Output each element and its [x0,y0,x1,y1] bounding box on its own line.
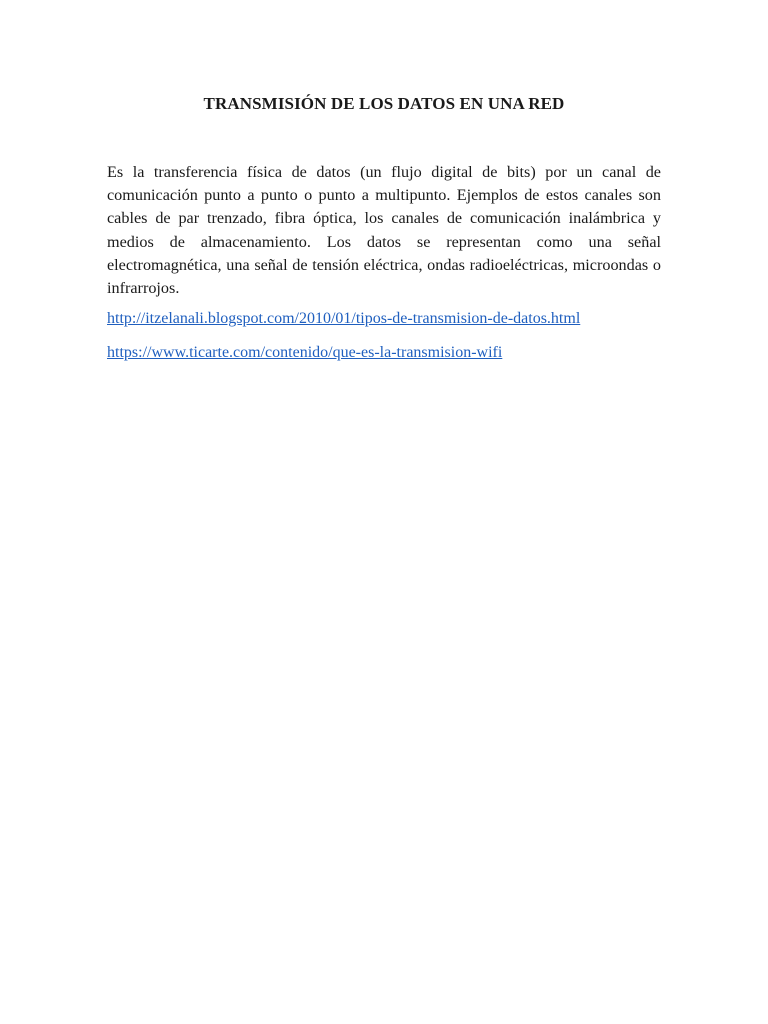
reference-link-ticarte[interactable]: https://www.ticarte.com/contenido/que-es-la-transmision-wifi [107,344,503,361]
body-paragraph: Es la transferencia física de datos (un flujo digital de bits) por un canal de comunicación punto a punto o punto a multipunto. Ejemplos de estos canales son cables de par trenzado, fibra óptica, los canales de comunicación inalámbrica y medios de almacenamiento. Los datos se representan como una señal electromagnética, una señal de tensión eléctrica, ondas radioeléctricas, microondas o infrarrojos. [107,163,661,298]
document-title: TRANSMISIÓN DE LOS DATOS EN UNA RED [203,94,565,113]
reference-link-blogspot[interactable]: http://itzelanali.blogspot.com/2010/01/tipos-de-transmision-de-datos.html [107,310,581,327]
